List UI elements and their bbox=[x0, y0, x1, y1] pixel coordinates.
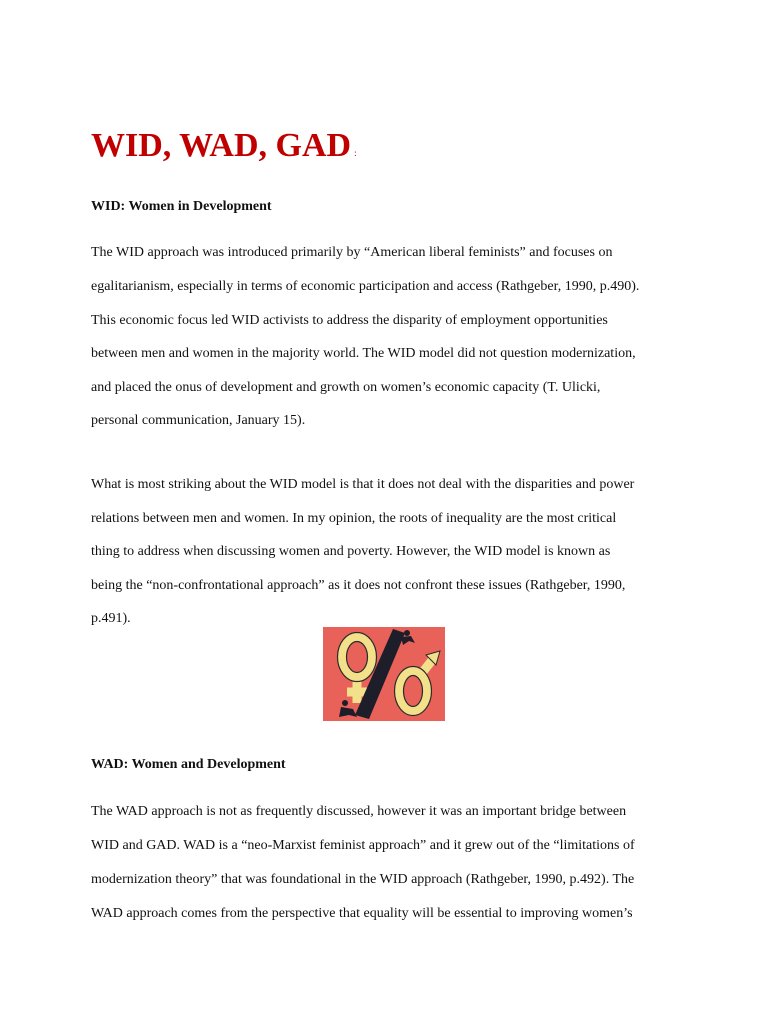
paragraph-line: personal communication, January 15). bbox=[91, 413, 306, 428]
paragraph-line: The WAD approach is not as frequently discussed, however it was an important bridge between bbox=[91, 804, 627, 819]
paragraph-line: and placed the onus of development and growth on women’s economic capacity (T. Ulicki, bbox=[91, 380, 601, 395]
gender-percent-icon bbox=[323, 627, 445, 721]
paragraph-line: between men and women in the majority world. The WID model did not question modernization, bbox=[91, 346, 636, 361]
paragraph-line: What is most striking about the WID model is that it does not deal with the disparities and power bbox=[91, 477, 635, 492]
document-title bbox=[91, 126, 357, 173]
paragraph-line: modernization theory” that was foundational in the WID approach (Rathgeber, 1990, p.492). The bbox=[91, 872, 635, 887]
gender-percent-illustration bbox=[323, 627, 445, 721]
paragraph-line: relations between men and women. In my opinion, the roots of inequality are the most critical bbox=[91, 511, 617, 526]
paragraph-line: being the “non-confrontational approach” as it does not confront these issues (Rathgeber, 1990, bbox=[91, 578, 626, 593]
paragraph-line: WID and GAD. WAD is a “neo-Marxist feminist approach” and it grew out of the “limitations of bbox=[91, 838, 635, 853]
paragraph-line: p.491). bbox=[91, 611, 131, 626]
paragraph-line: egalitarianism, especially in terms of economic participation and access (Rathgeber, 1990, p.490). bbox=[91, 279, 640, 294]
document-title-text: WID, WAD, GAD bbox=[91, 127, 352, 164]
section-heading-wid: WID: Women in Development bbox=[91, 199, 272, 214]
paragraph-line: The WID approach was introduced primarily by “American liberal feminists” and focuses on bbox=[91, 245, 613, 260]
paragraph-line: WAD approach comes from the perspective that equality will be essential to improving women’s bbox=[91, 906, 633, 921]
document-title-mark: : bbox=[354, 148, 357, 158]
paragraph-line: This economic focus led WID activists to address the disparity of employment opportunities bbox=[91, 313, 608, 328]
paragraph-line: thing to address when discussing women and poverty. However, the WID model is known as bbox=[91, 544, 611, 559]
section-heading-wad: WAD: Women and Development bbox=[91, 757, 286, 772]
